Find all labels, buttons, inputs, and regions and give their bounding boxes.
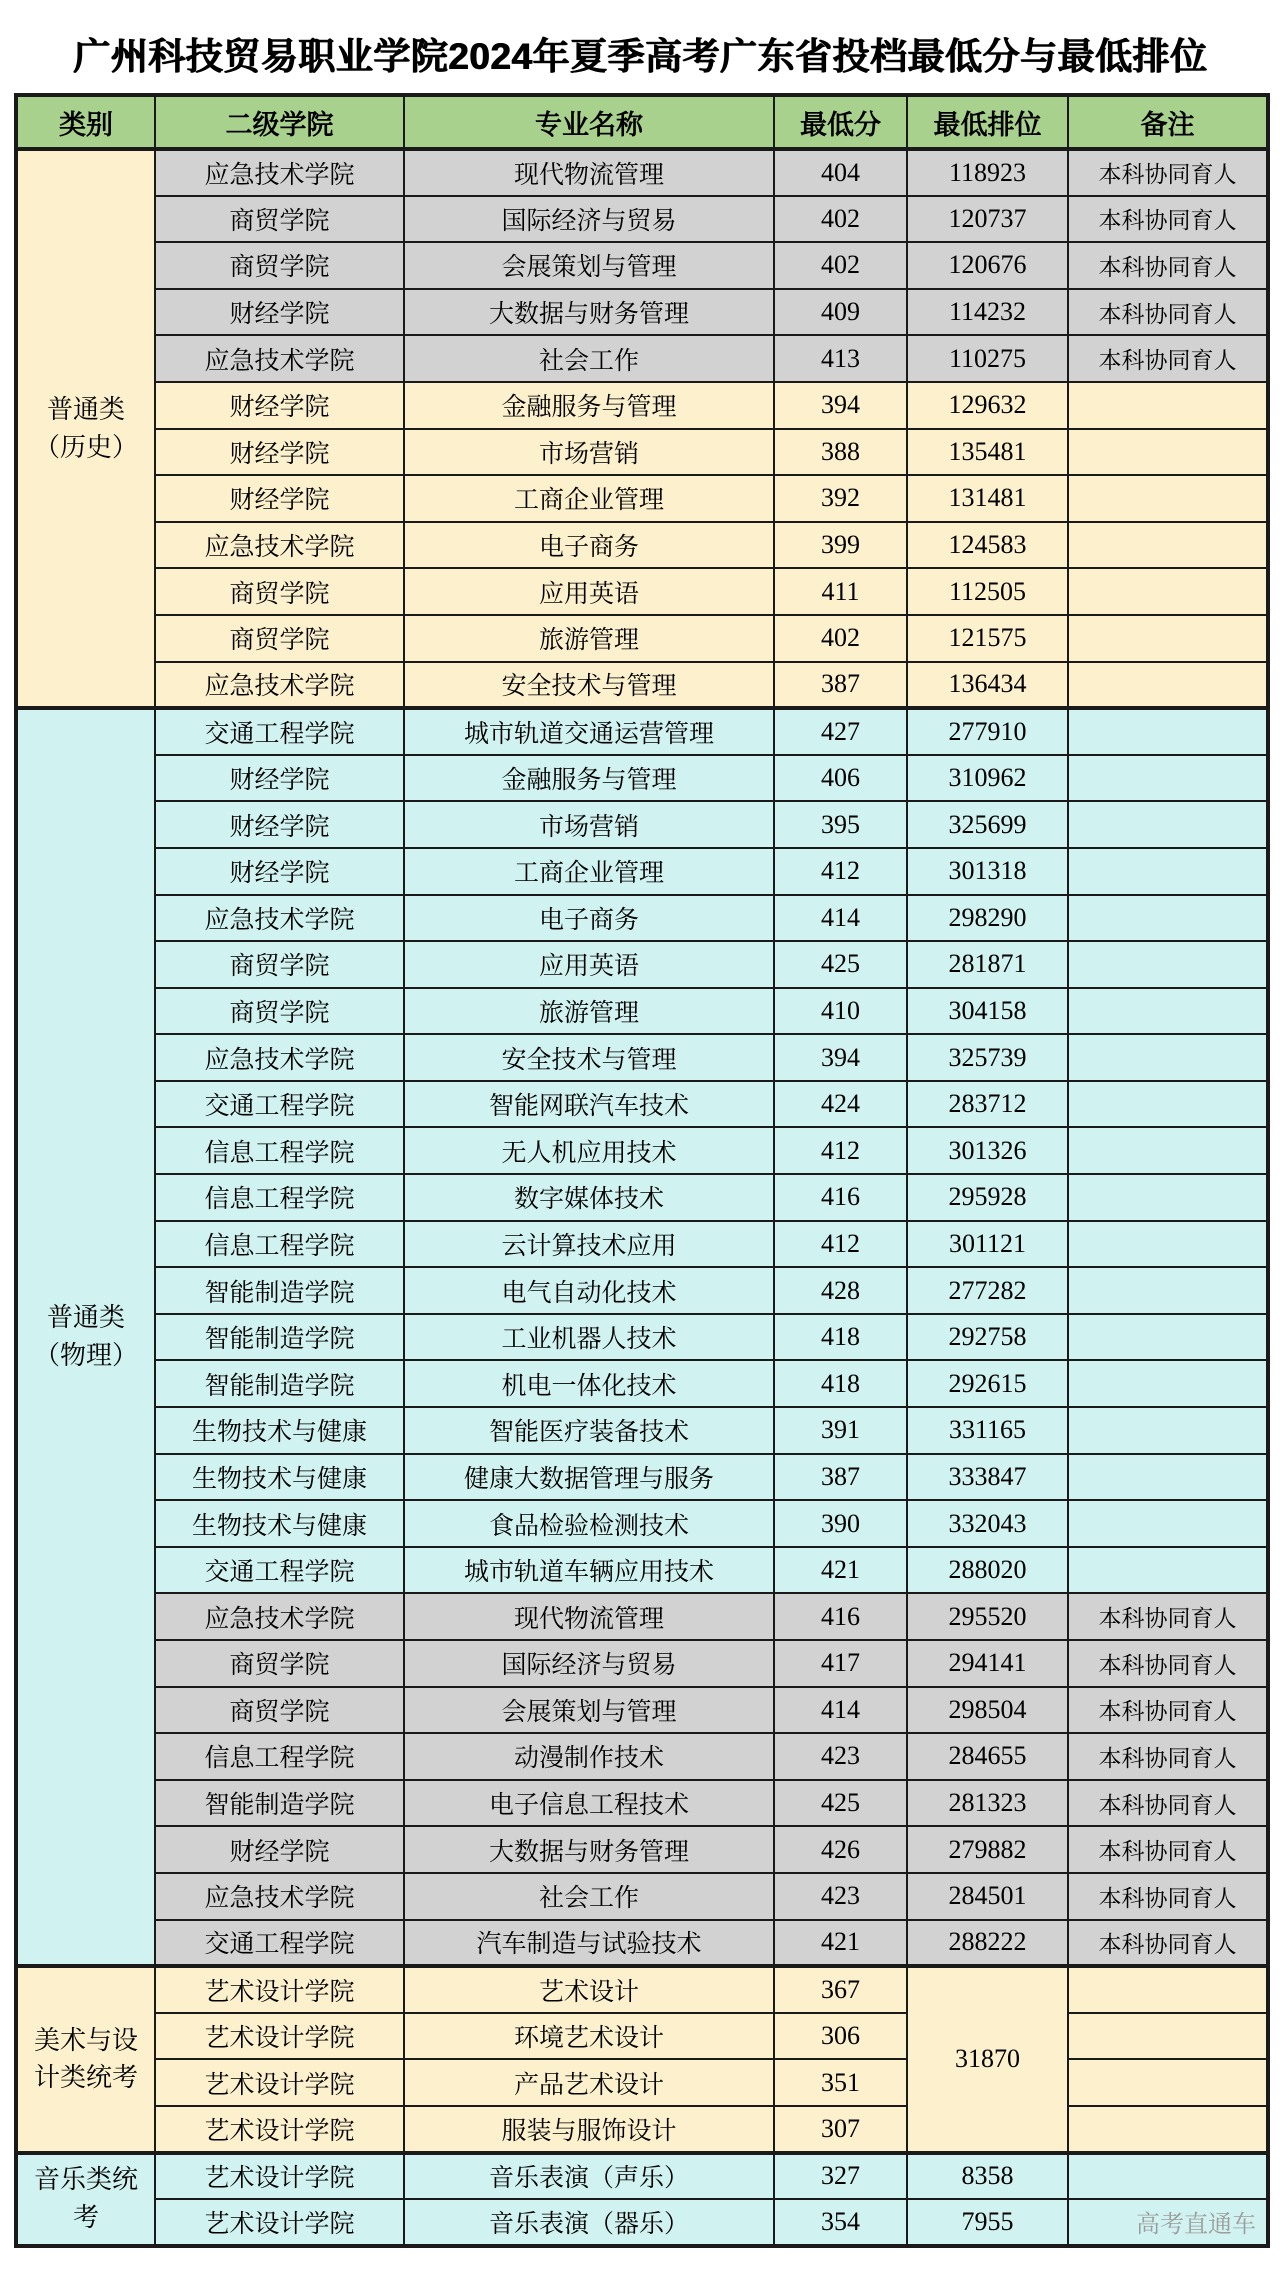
college-cell: 生物技术与健康 [155,1454,404,1501]
note-cell [1068,1360,1268,1407]
min-score-cell: 424 [774,1081,907,1128]
table-row [16,149,1268,196]
college-cell: 财经学院 [155,1826,404,1873]
min-score-cell: 387 [774,662,907,709]
college-cell: 艺术设计学院 [155,2059,404,2106]
note-cell: 本科协同育人 [1068,1826,1268,1873]
college-cell: 艺术设计学院 [155,2106,404,2153]
table-row [16,941,1268,988]
min-score-cell: 410 [774,988,907,1035]
major-cell: 机电一体化技术 [404,1360,774,1407]
major-cell: 服装与服饰设计 [404,2106,774,2153]
min-score-cell: 417 [774,1640,907,1687]
table-row [16,289,1268,336]
college-cell: 财经学院 [155,801,404,848]
major-cell: 国际经济与贸易 [404,1640,774,1687]
college-cell: 艺术设计学院 [155,1966,404,2013]
major-cell: 电子商务 [404,895,774,942]
college-cell: 商贸学院 [155,196,404,243]
table-row [16,1407,1268,1454]
min-rank-cell: 292758 [907,1314,1068,1361]
major-cell: 音乐表演（声乐） [404,2153,774,2200]
min-score-cell: 306 [774,2013,907,2060]
major-cell: 金融服务与管理 [404,382,774,429]
table-row [16,1593,1268,1640]
header-row [16,95,1268,149]
college-cell: 艺术设计学院 [155,2013,404,2060]
table-row [16,1267,1268,1314]
table-row [16,2013,1268,2060]
note-cell [1068,1547,1268,1594]
major-cell: 工商企业管理 [404,475,774,522]
major-cell: 大数据与财务管理 [404,289,774,336]
min-score-cell: 428 [774,1267,907,1314]
major-cell: 旅游管理 [404,988,774,1035]
note-cell [1068,2106,1268,2153]
note-cell [1068,1174,1268,1221]
min-rank-cell: 114232 [907,289,1068,336]
min-rank-cell: 112505 [907,568,1068,615]
major-cell: 云计算技术应用 [404,1221,774,1268]
min-rank-cell: 279882 [907,1826,1068,1873]
table-row [16,1733,1268,1780]
college-cell: 应急技术学院 [155,149,404,196]
min-rank-cell: 131481 [907,475,1068,522]
column-header-0: 类别 [16,95,155,149]
note-cell [1068,1127,1268,1174]
min-rank-cell: 281871 [907,941,1068,988]
min-score-cell: 367 [774,1966,907,2013]
note-cell [1068,1407,1268,1454]
note-cell [1068,2153,1268,2200]
min-rank-cell: 298290 [907,895,1068,942]
note-cell [1068,1221,1268,1268]
major-cell: 市场营销 [404,429,774,476]
min-rank-cell: 332043 [907,1500,1068,1547]
note-cell: 本科协同育人 [1068,1733,1268,1780]
min-score-cell: 394 [774,1034,907,1081]
college-cell: 应急技术学院 [155,1034,404,1081]
note-cell: 本科协同育人 [1068,149,1268,196]
note-cell [1068,1966,1268,2013]
table-row [16,1174,1268,1221]
table-row [16,1127,1268,1174]
table-row [16,1500,1268,1547]
college-cell: 财经学院 [155,429,404,476]
min-score-cell: 421 [774,1920,907,1967]
min-score-cell: 412 [774,848,907,895]
college-cell: 生物技术与健康 [155,1500,404,1547]
college-cell: 智能制造学院 [155,1360,404,1407]
min-rank-cell: 120676 [907,242,1068,289]
min-rank-merged-cell: 31870 [907,1966,1068,2152]
min-rank-cell: 120737 [907,196,1068,243]
table-row [16,429,1268,476]
major-cell: 应用英语 [404,941,774,988]
min-score-cell: 411 [774,568,907,615]
major-cell: 电子商务 [404,522,774,569]
min-rank-cell: 129632 [907,382,1068,429]
major-cell: 安全技术与管理 [404,662,774,709]
college-cell: 交通工程学院 [155,1920,404,1967]
note-cell [1068,1081,1268,1128]
min-score-cell: 413 [774,335,907,382]
note-cell [1068,568,1268,615]
note-cell [1068,941,1268,988]
major-cell: 社会工作 [404,1873,774,1920]
min-score-cell: 395 [774,801,907,848]
table-row [16,755,1268,802]
note-cell [1068,1454,1268,1501]
major-cell: 智能网联汽车技术 [404,1081,774,1128]
table-row [16,1221,1268,1268]
major-cell: 工商企业管理 [404,848,774,895]
table-row [16,382,1268,429]
major-cell: 城市轨道交通运营管理 [404,708,774,755]
admission-scores-table [14,93,1270,2248]
min-score-cell: 399 [774,522,907,569]
major-cell: 数字媒体技术 [404,1174,774,1221]
table-row [16,1780,1268,1827]
min-rank-cell: 325699 [907,801,1068,848]
table-row [16,1081,1268,1128]
min-score-cell: 402 [774,196,907,243]
note-cell [1068,522,1268,569]
min-score-cell: 388 [774,429,907,476]
note-cell [1068,1500,1268,1547]
major-cell: 城市轨道车辆应用技术 [404,1547,774,1594]
note-cell [1068,988,1268,1035]
min-score-cell: 351 [774,2059,907,2106]
min-rank-cell: 325739 [907,1034,1068,1081]
college-cell: 财经学院 [155,289,404,336]
college-cell: 交通工程学院 [155,1081,404,1128]
min-rank-cell: 292615 [907,1360,1068,1407]
note-cell: 本科协同育人 [1068,242,1268,289]
min-score-cell: 414 [774,1687,907,1734]
min-score-cell: 427 [774,708,907,755]
min-rank-cell: 124583 [907,522,1068,569]
min-score-cell: 409 [774,289,907,336]
table-row [16,801,1268,848]
min-rank-cell: 284655 [907,1733,1068,1780]
table-row [16,568,1268,615]
note-cell [1068,475,1268,522]
min-rank-cell: 333847 [907,1454,1068,1501]
college-cell: 商贸学院 [155,988,404,1035]
table-row [16,2153,1268,2200]
college-cell: 信息工程学院 [155,1127,404,1174]
major-cell: 旅游管理 [404,615,774,662]
note-cell: 本科协同育人 [1068,335,1268,382]
min-score-cell: 423 [774,1733,907,1780]
table-row [16,1873,1268,1920]
min-score-cell: 414 [774,895,907,942]
major-cell: 电子信息工程技术 [404,1780,774,1827]
table-row [16,615,1268,662]
note-cell [1068,1034,1268,1081]
min-score-cell: 425 [774,941,907,988]
college-cell: 商贸学院 [155,941,404,988]
college-cell: 应急技术学院 [155,1873,404,1920]
college-cell: 商贸学院 [155,1640,404,1687]
min-rank-cell: 8358 [907,2153,1068,2200]
major-cell: 大数据与财务管理 [404,1826,774,1873]
table-row [16,335,1268,382]
table-row [16,1687,1268,1734]
college-cell: 应急技术学院 [155,1593,404,1640]
note-cell: 本科协同育人 [1068,1593,1268,1640]
major-cell: 应用英语 [404,568,774,615]
min-rank-cell: 283712 [907,1081,1068,1128]
min-score-cell: 416 [774,1593,907,1640]
table-row [16,1360,1268,1407]
college-cell: 艺术设计学院 [155,2199,404,2246]
min-score-cell: 390 [774,1500,907,1547]
min-score-cell: 406 [774,755,907,802]
college-cell: 信息工程学院 [155,1733,404,1780]
min-rank-cell: 301121 [907,1221,1068,1268]
note-cell: 本科协同育人 [1068,1687,1268,1734]
college-cell: 应急技术学院 [155,662,404,709]
min-rank-cell: 304158 [907,988,1068,1035]
note-cell [1068,895,1268,942]
major-cell: 会展策划与管理 [404,1687,774,1734]
min-rank-cell: 277282 [907,1267,1068,1314]
major-cell: 食品检验检测技术 [404,1500,774,1547]
note-cell [1068,848,1268,895]
min-score-cell: 423 [774,1873,907,1920]
table-row [16,2059,1268,2106]
min-rank-cell: 295520 [907,1593,1068,1640]
min-rank-cell: 110275 [907,335,1068,382]
column-header-3: 最低分 [774,95,907,149]
min-rank-cell: 281323 [907,1780,1068,1827]
major-cell: 会展策划与管理 [404,242,774,289]
page-title: 广州科技贸易职业学院2024年夏季高考广东省投档最低分与最低排位 [72,35,1208,77]
min-rank-cell: 7955 [907,2199,1068,2246]
min-rank-cell: 294141 [907,1640,1068,1687]
college-cell: 智能制造学院 [155,1780,404,1827]
note-cell [1068,615,1268,662]
college-cell: 交通工程学院 [155,1547,404,1594]
major-cell: 工业机器人技术 [404,1314,774,1361]
note-cell [1068,2013,1268,2060]
min-score-cell: 425 [774,1780,907,1827]
min-score-cell: 307 [774,2106,907,2153]
college-cell: 应急技术学院 [155,335,404,382]
table-row [16,1826,1268,1873]
college-cell: 应急技术学院 [155,895,404,942]
min-rank-cell: 295928 [907,1174,1068,1221]
table-row [16,895,1268,942]
major-cell: 音乐表演（器乐） [404,2199,774,2246]
min-score-cell: 387 [774,1454,907,1501]
college-cell: 财经学院 [155,755,404,802]
table-row [16,708,1268,755]
college-cell: 商贸学院 [155,568,404,615]
table-row [16,988,1268,1035]
college-cell: 信息工程学院 [155,1174,404,1221]
table-row [16,1966,1268,2013]
column-header-2: 专业名称 [404,95,774,149]
min-rank-cell: 135481 [907,429,1068,476]
category-cell: 美术与设 计类统考 [16,1966,155,2152]
major-cell: 市场营销 [404,801,774,848]
college-cell: 交通工程学院 [155,708,404,755]
major-cell: 无人机应用技术 [404,1127,774,1174]
min-rank-cell: 301318 [907,848,1068,895]
min-rank-cell: 288020 [907,1547,1068,1594]
table-row [16,196,1268,243]
category-cell: 普通类 （物理） [16,708,155,1966]
college-cell: 智能制造学院 [155,1267,404,1314]
min-rank-cell: 288222 [907,1920,1068,1967]
min-score-cell: 402 [774,615,907,662]
min-rank-cell: 301326 [907,1127,1068,1174]
note-cell: 本科协同育人 [1068,289,1268,336]
college-cell: 财经学院 [155,848,404,895]
major-cell: 社会工作 [404,335,774,382]
min-score-cell: 426 [774,1826,907,1873]
column-header-4: 最低排位 [907,95,1068,149]
min-score-cell: 412 [774,1127,907,1174]
note-cell [1068,1267,1268,1314]
note-cell [1068,755,1268,802]
college-cell: 艺术设计学院 [155,2153,404,2200]
college-cell: 信息工程学院 [155,1221,404,1268]
min-score-cell: 392 [774,475,907,522]
min-score-cell: 416 [774,1174,907,1221]
note-cell [1068,429,1268,476]
major-cell: 现代物流管理 [404,1593,774,1640]
min-rank-cell: 118923 [907,149,1068,196]
note-cell [1068,2199,1268,2246]
table-row [16,1547,1268,1594]
major-cell: 电气自动化技术 [404,1267,774,1314]
min-rank-cell: 121575 [907,615,1068,662]
major-cell: 安全技术与管理 [404,1034,774,1081]
major-cell: 金融服务与管理 [404,755,774,802]
min-score-cell: 394 [774,382,907,429]
table-row [16,242,1268,289]
major-cell: 产品艺术设计 [404,2059,774,2106]
min-score-cell: 412 [774,1221,907,1268]
table-row [16,1314,1268,1361]
min-rank-cell: 331165 [907,1407,1068,1454]
table-row [16,1640,1268,1687]
major-cell: 环境艺术设计 [404,2013,774,2060]
college-cell: 商贸学院 [155,242,404,289]
major-cell: 汽车制造与试验技术 [404,1920,774,1967]
college-cell: 智能制造学院 [155,1314,404,1361]
watermark-text: 高考直通车 [1136,2212,1256,2239]
min-rank-cell: 136434 [907,662,1068,709]
major-cell: 健康大数据管理与服务 [404,1454,774,1501]
college-cell: 商贸学院 [155,615,404,662]
table-row [16,2106,1268,2153]
min-score-cell: 354 [774,2199,907,2246]
major-cell: 动漫制作技术 [404,1733,774,1780]
min-rank-cell: 284501 [907,1873,1068,1920]
min-score-cell: 391 [774,1407,907,1454]
college-cell: 财经学院 [155,475,404,522]
category-cell: 音乐类统 考 [16,2153,155,2246]
min-rank-cell: 310962 [907,755,1068,802]
min-score-cell: 418 [774,1360,907,1407]
major-cell: 智能医疗装备技术 [404,1407,774,1454]
note-cell: 本科协同育人 [1068,1920,1268,1967]
note-cell [1068,382,1268,429]
college-cell: 生物技术与健康 [155,1407,404,1454]
min-score-cell: 418 [774,1314,907,1361]
min-score-cell: 327 [774,2153,907,2200]
min-rank-cell: 298504 [907,1687,1068,1734]
min-score-cell: 404 [774,149,907,196]
column-header-5: 备注 [1068,95,1268,149]
min-rank-cell: 277910 [907,708,1068,755]
note-cell [1068,2059,1268,2106]
min-score-cell: 402 [774,242,907,289]
note-cell [1068,1314,1268,1361]
note-cell [1068,708,1268,755]
college-cell: 商贸学院 [155,1687,404,1734]
note-cell: 本科协同育人 [1068,1640,1268,1687]
table-row [16,1454,1268,1501]
table-row [16,848,1268,895]
table-row [16,475,1268,522]
table-row [16,1920,1268,1967]
major-cell: 艺术设计 [404,1966,774,2013]
min-score-cell: 421 [774,1547,907,1594]
note-cell [1068,801,1268,848]
table-row [16,2199,1268,2246]
table-row [16,522,1268,569]
note-cell: 本科协同育人 [1068,196,1268,243]
table-row [16,662,1268,709]
college-cell: 财经学院 [155,382,404,429]
major-cell: 国际经济与贸易 [404,196,774,243]
title-band [14,12,1266,93]
category-cell: 普通类 （历史） [16,149,155,708]
note-cell: 本科协同育人 [1068,1780,1268,1827]
note-cell: 本科协同育人 [1068,1873,1268,1920]
column-header-1: 二级学院 [155,95,404,149]
college-cell: 应急技术学院 [155,522,404,569]
major-cell: 现代物流管理 [404,149,774,196]
note-cell [1068,662,1268,709]
table-row [16,1034,1268,1081]
